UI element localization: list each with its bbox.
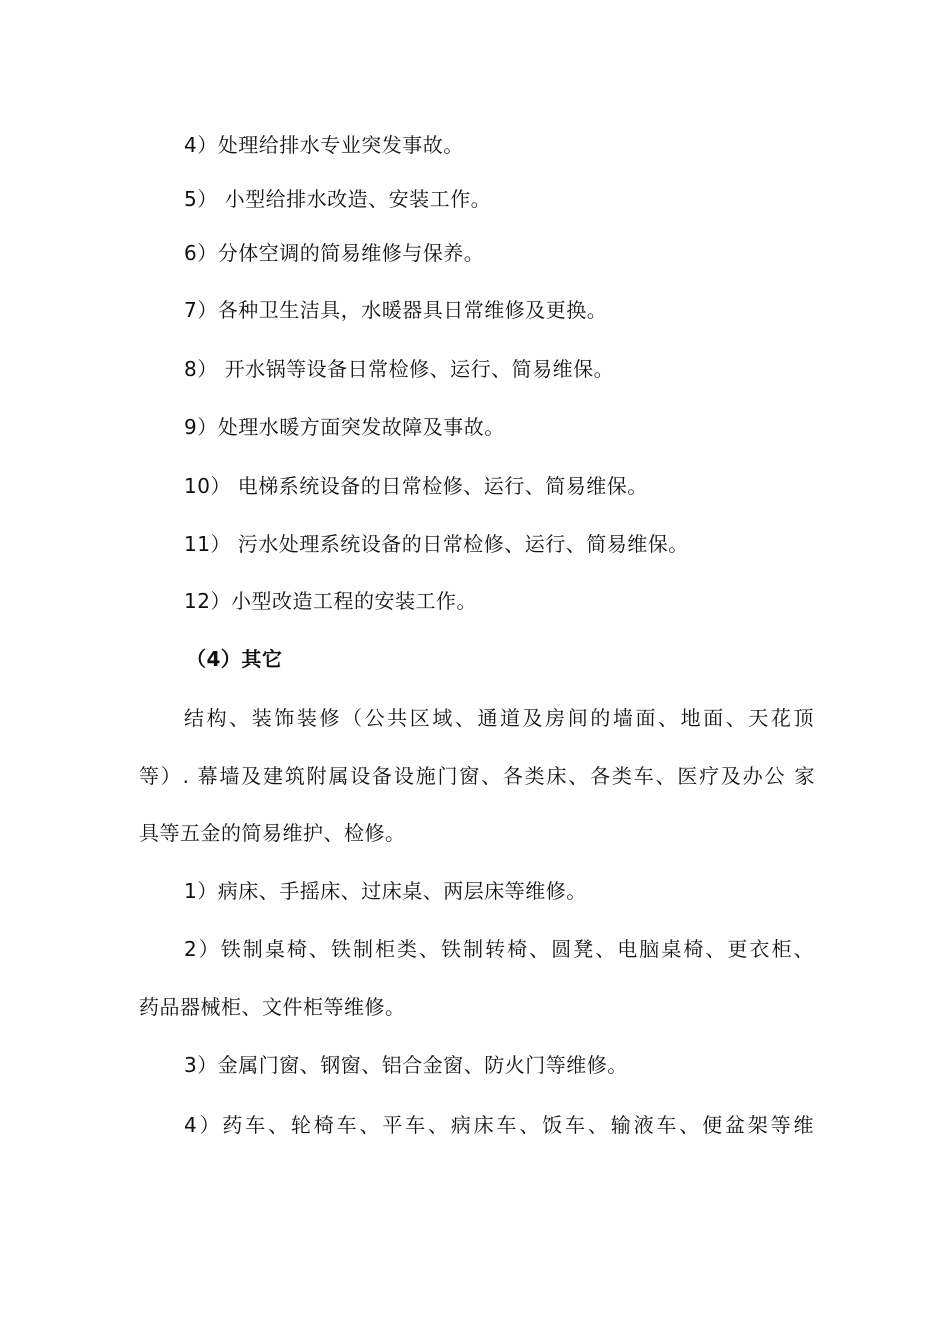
- paragraph-line-1: 结构、装饰装修（公共区域、通道及房间的墙面、地面、天花顶: [184, 706, 814, 730]
- paragraph-line-3: 具等五金的简易维护、检修。: [139, 821, 406, 845]
- list-item-water-8: 8） 开水锅等设备日常检修、运行、简易维保。: [184, 357, 615, 381]
- list-item-other-2-line-2: 药品器械柜、文件柜等维修。: [139, 995, 406, 1019]
- list-item-other-3: 3）金属门窗、钢窗、铝合金窗、防火门等维修。: [184, 1053, 628, 1077]
- list-item-water-6: 6）分体空调的简易维修与保养。: [184, 241, 485, 265]
- list-item-water-12: 12）小型改造工程的安装工作。: [184, 589, 477, 613]
- list-item-water-11: 11） 污水处理系统设备的日常检修、运行、简易维保。: [184, 532, 689, 556]
- list-item-water-4: 4）处理给排水专业突发事故。: [184, 133, 464, 157]
- paragraph-line-2: 等）. 幕墙及建筑附属设备设施门窗、各类床、各类车、医疗及办公 家: [139, 764, 815, 788]
- list-item-water-10: 10） 电梯系统设备的日常检修、运行、简易维保。: [184, 474, 648, 498]
- list-item-water-9: 9）处理水暖方面突发故障及事故。: [184, 415, 505, 439]
- list-item-water-7: 7）各种卫生洁具，水暖器具日常维修及更换。: [184, 298, 608, 322]
- list-item-water-5: 5） 小型给排水改造、安装工作。: [184, 187, 492, 211]
- section-heading: （4）其它: [186, 647, 283, 671]
- list-item-other-4: 4）药车、轮椅车、平车、病床车、饭车、输液车、便盆架等维: [184, 1113, 814, 1137]
- list-item-other-2-line-1: 2）铁制桌椅、铁制柜类、铁制转椅、圆凳、电脑桌椅、更衣柜、: [184, 937, 814, 961]
- list-item-other-1: 1）病床、手摇床、过床桌、两层床等维修。: [184, 879, 587, 903]
